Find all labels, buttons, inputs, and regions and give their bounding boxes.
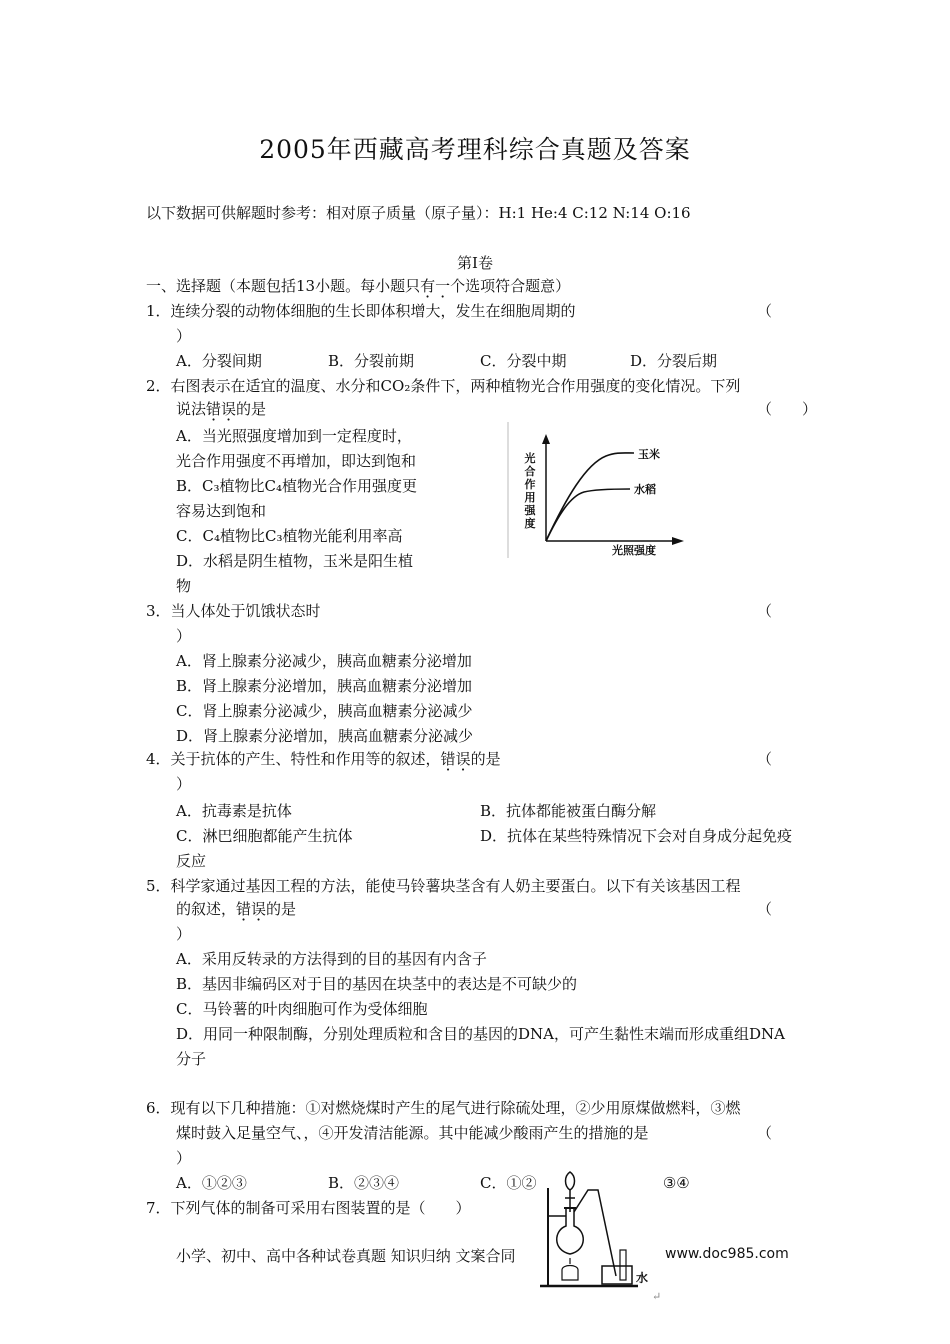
delivery-tube bbox=[574, 1190, 616, 1276]
y-axis-label-char: 用 bbox=[524, 491, 536, 504]
question-4-option-d-line1: D．抗体在某些特殊情况下会对自身成分起免疫 bbox=[480, 827, 793, 845]
question-5-option-c: C．马铃薯的叶肉细胞可作为受体细胞 bbox=[176, 1000, 428, 1018]
reference-note: 以下数据可供解题时参考：相对原子质量（原子量）：H:1 He:4 C:12 N:14 O:16 bbox=[146, 204, 691, 222]
stem-text: 的是 bbox=[236, 400, 267, 418]
question-6-stem: 6．现有以下几种措施：①对燃烧煤时产生的尾气进行除硫处理，②少用原煤做燃料，③燃 bbox=[146, 1099, 741, 1117]
question-3-option-c: C．肾上腺素分泌减少，胰高血糖素分泌减少 bbox=[176, 702, 473, 720]
question-4-option-c: C．淋巴细胞都能产生抗体 bbox=[176, 827, 353, 845]
question-2-stem: 2．右图表示在适宜的温度、水分和CO₂条件下，两种植物光合作用强度的变化情况。下列 bbox=[146, 377, 741, 395]
question-2-option-b-line2: 容易达到饱和 bbox=[176, 502, 267, 520]
emphasis-char: 误 bbox=[221, 400, 237, 418]
question-5-stem-line2 bbox=[176, 899, 296, 919]
stem-text: 的叙述， bbox=[176, 900, 237, 918]
page-title: 2005年西藏高考理科综合真题及答案 bbox=[259, 135, 691, 164]
collection-tube bbox=[620, 1250, 626, 1280]
section-text-post: 个选项符合题意） bbox=[450, 277, 571, 295]
water-label: 水 bbox=[636, 1271, 649, 1285]
question-3-option-a: A．肾上腺素分泌减少，胰高血糖素分泌增加 bbox=[176, 652, 472, 670]
question-6-option-c: C．①② bbox=[480, 1174, 537, 1192]
corn-label: 玉米 bbox=[638, 448, 660, 461]
emphasis-char: 错 bbox=[440, 750, 456, 768]
water-trough bbox=[602, 1266, 632, 1284]
y-axis-label-char: 作 bbox=[524, 478, 536, 491]
alcohol-lamp bbox=[562, 1258, 578, 1280]
question-2-option-b-line1: B．C₃植物比C₄植物光合作用强度更 bbox=[176, 477, 418, 495]
question-4-stem bbox=[146, 749, 501, 769]
question-4-option-d-line2: 反应 bbox=[176, 852, 207, 870]
stem-text: 的是 bbox=[266, 900, 297, 918]
question-5-paren-open: （ bbox=[757, 900, 773, 918]
footer-text: 小学、初中、高中各种试卷真题 知识归纳 文案合同 bbox=[176, 1247, 516, 1265]
emphasis-char: 有 bbox=[420, 277, 436, 295]
question-4-paren-close: ） bbox=[176, 775, 192, 793]
footer-url: www.doc985.com bbox=[665, 1246, 789, 1262]
question-6-option-b: B．②③④ bbox=[328, 1174, 400, 1192]
emphasis-char: 误 bbox=[251, 900, 267, 918]
stem-text: 4．关于抗体的产生、特性和作用等的叙述， bbox=[146, 750, 441, 768]
question-1-stem: 1．连续分裂的动物体细胞的生长即体积增大，发生在细胞周期的 bbox=[146, 302, 576, 320]
y-axis-label-char: 光 bbox=[524, 452, 536, 465]
question-3-paren-open: （ bbox=[757, 602, 773, 620]
stem-text: 说法 bbox=[176, 400, 207, 418]
y-axis-label-char: 强 bbox=[524, 504, 536, 517]
emphasis-char: 错 bbox=[236, 900, 252, 918]
question-2-paren: （ ） bbox=[757, 400, 818, 418]
question-2-stem-line2 bbox=[176, 399, 266, 419]
question-2-option-d-line2: 物 bbox=[176, 577, 192, 595]
section-text-pre: 一、选择题（本题包括13小题。每小题只 bbox=[146, 277, 421, 295]
question-1-paren-open: （ bbox=[757, 302, 773, 320]
question-6-option-a: A．①②③ bbox=[176, 1174, 247, 1192]
question-3-option-d: D．肾上腺素分泌增加，胰高血糖素分泌减少 bbox=[176, 727, 474, 745]
question-7-stem: 7．下列气体的制备可采用右图装置的是（ ） bbox=[146, 1199, 471, 1217]
question-1-option-a: A．分裂间期 bbox=[176, 352, 262, 370]
stem-text: 的是 bbox=[470, 750, 501, 768]
question-5-option-b: B．基因非编码区对于目的基因在块茎中的表达是不可缺少的 bbox=[176, 975, 578, 993]
emphasis-char: 一 bbox=[435, 277, 451, 295]
question-4-option-b: B．抗体都能被蛋白酶分解 bbox=[480, 802, 657, 820]
y-axis-arrow bbox=[542, 434, 550, 444]
flask bbox=[557, 1208, 584, 1254]
question-5-stem: 5．科学家通过基因工程的方法，能使马铃薯块茎含有人奶主要蛋白。以下有关该基因工程 bbox=[146, 877, 741, 895]
corn-curve bbox=[546, 453, 634, 541]
question-1-option-c: C．分裂中期 bbox=[480, 352, 567, 370]
emphasis-char: 错 bbox=[206, 400, 222, 418]
question-5-paren-close: ） bbox=[176, 925, 192, 943]
question-6-option-d: )③④ bbox=[657, 1174, 690, 1192]
question-2-option-a-line2: 光合作用强度不再增加，即达到饱和 bbox=[176, 452, 417, 470]
question-5-option-d-line1: D．用同一种限制酶，分别处理质粒和含目的基因的DNA，可产生黏性末端而形成重组DNA bbox=[176, 1025, 785, 1043]
paragraph-mark: ↵ bbox=[652, 1290, 662, 1303]
question-3-paren-close: ） bbox=[176, 627, 192, 645]
question-6-stem-line2: 煤时鼓入足量空气、，④开发清洁能源。其中能减少酸雨产生的措施的是 bbox=[176, 1124, 649, 1142]
separatory-funnel bbox=[566, 1172, 575, 1212]
question-6-paren-open: （ bbox=[757, 1124, 773, 1142]
question-2-option-c: C．C₄植物比C₃植物光能利用率高 bbox=[176, 527, 403, 545]
x-axis-arrow bbox=[672, 537, 684, 545]
question-6-paren-close: ） bbox=[176, 1149, 192, 1167]
x-axis-label: 光照强度 bbox=[612, 544, 656, 557]
volume-heading: 第Ⅰ卷 bbox=[457, 254, 493, 272]
gas-apparatus-diagram bbox=[538, 1168, 662, 1292]
question-2-option-d-line1: D．水稻是阴生植物，玉米是阳生植 bbox=[176, 552, 414, 570]
question-3-stem: 3．当人体处于饥饿状态时 bbox=[146, 602, 321, 620]
rice-label: 水稻 bbox=[634, 483, 656, 496]
question-2-option-a-line1: A．当光照强度增加到一定程度时， bbox=[176, 427, 412, 445]
question-4-paren-open: （ bbox=[757, 750, 773, 768]
question-4-option-a: A．抗毒素是抗体 bbox=[176, 802, 292, 820]
question-1-option-b: B．分裂前期 bbox=[328, 352, 415, 370]
photosynthesis-graph bbox=[506, 420, 692, 560]
emphasis-char: 误 bbox=[455, 750, 471, 768]
y-axis-label-char: 合 bbox=[524, 465, 536, 478]
question-3-option-b: B．肾上腺素分泌增加，胰高血糖素分泌增加 bbox=[176, 677, 473, 695]
section-heading bbox=[146, 276, 570, 296]
question-5-option-d-line2: 分子 bbox=[176, 1050, 207, 1068]
question-5-option-a: A．采用反转录的方法得到的目的基因有内含子 bbox=[176, 950, 487, 968]
question-1-paren-close: ） bbox=[176, 327, 192, 345]
y-axis-label-char: 度 bbox=[524, 517, 536, 530]
question-1-option-d: D．分裂后期 bbox=[630, 352, 718, 370]
